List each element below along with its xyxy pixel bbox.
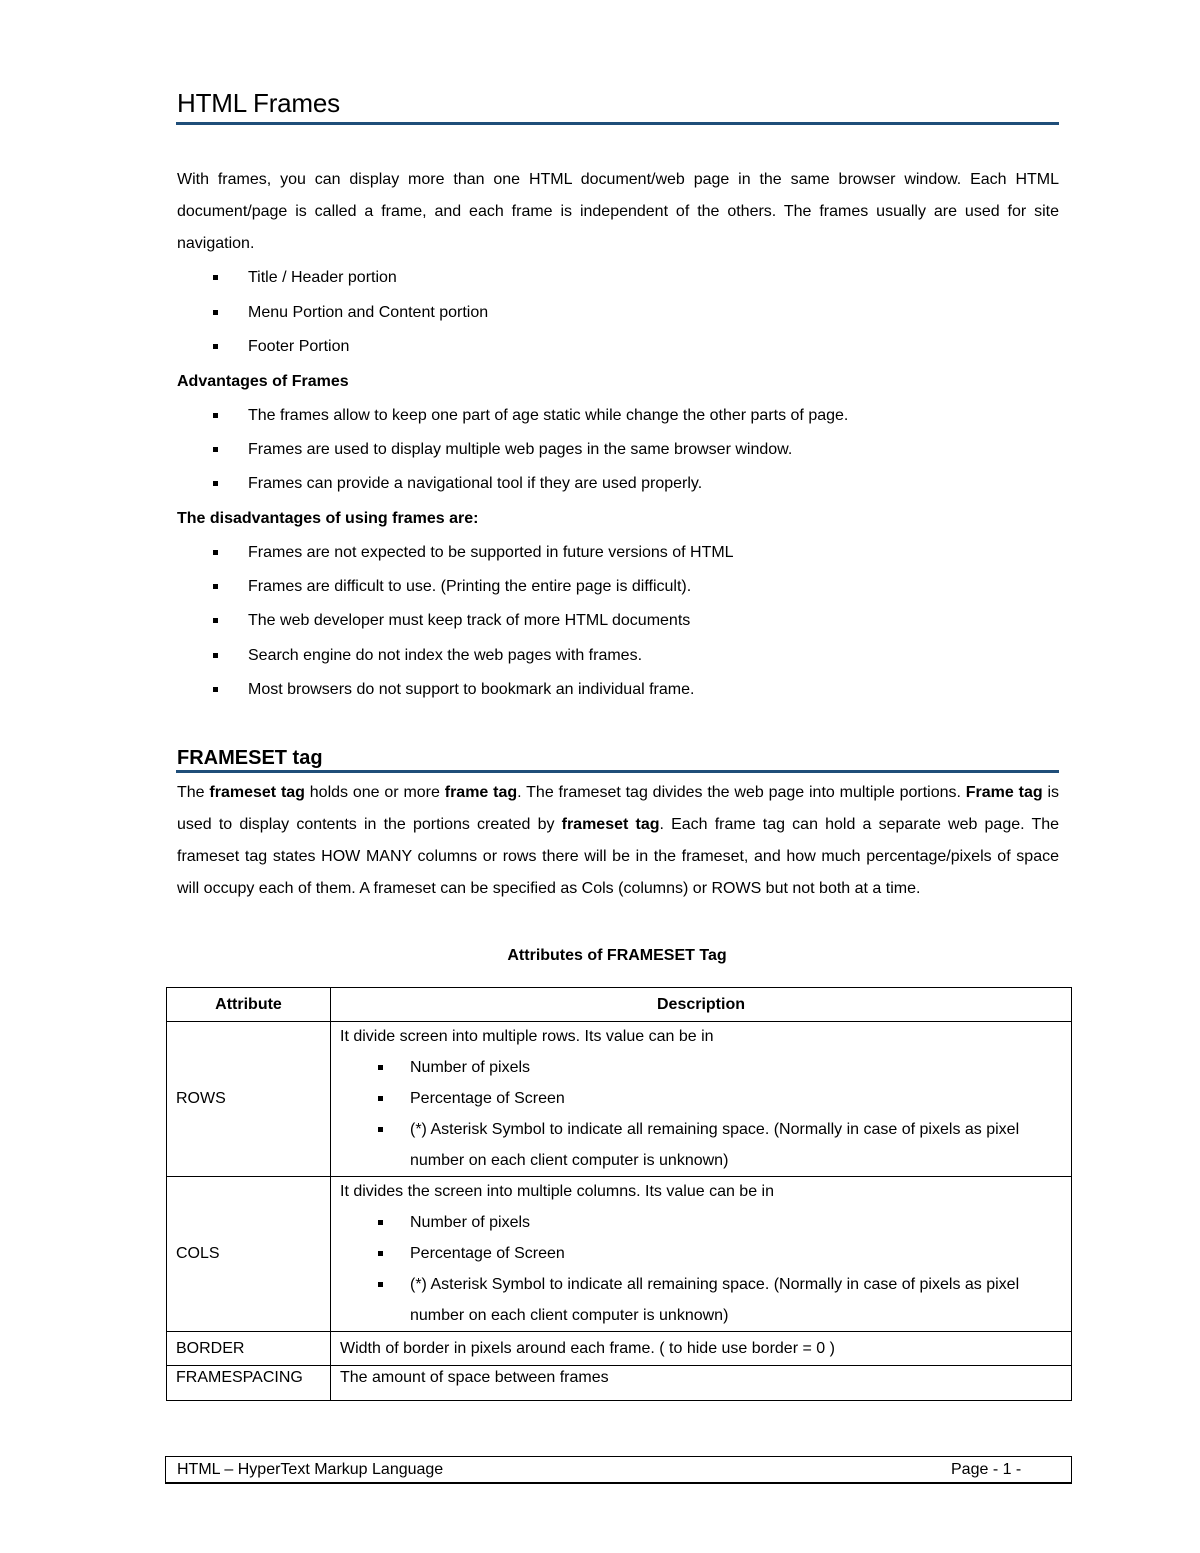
table-row [167, 1366, 1072, 1401]
page-footer [165, 1456, 1072, 1484]
list-item: Most browsers do not support to bookmark an individual frame. [0, 678, 1200, 702]
bullet-square-icon [213, 618, 218, 623]
bullet-square-icon [213, 550, 218, 555]
column-header: Attribute [167, 988, 331, 1022]
bullet-square-icon [213, 687, 218, 692]
description-cell: It divides the screen into multiple columns. Its value can be in Number of pixels Percentage of Screen (*) Asterisk Symbol to indicate all remaining space. (Normally in case of pixels as pixel number on each client computer is unknown) [331, 1177, 1072, 1332]
table-row [167, 1022, 1072, 1177]
title-underline [176, 122, 1059, 125]
attributes-table [166, 987, 1072, 1401]
list-item: Footer Portion [0, 335, 1200, 359]
bullet-square-icon [378, 1251, 383, 1256]
bullet-square-icon [213, 584, 218, 589]
bullet-square-icon [378, 1220, 383, 1225]
bullet-square-icon [213, 310, 218, 315]
frameset-paragraph: The frameset tag holds one or more frame tag. The frameset tag divides the web page into multiple portions. Frame tag is used to display contents in the portions created by frameset tag. Each frame tag can hold a separate web page. The frameset tag states HOW MANY columns or rows there will be in the frameset, and how much percentage/pixels of space will occupy each of them. A frameset can be specified as Cols (columns) or ROWS but not both at a time. [177, 784, 1060, 897]
list-item: (*) Asterisk Symbol to indicate all remaining space. (Normally in case of pixels as pixel number on each client computer is unknown) [340, 1269, 1062, 1331]
column-header: Description [331, 988, 1072, 1022]
attribute-cell: BORDER [167, 1332, 331, 1366]
table-header-row [167, 988, 1072, 1022]
list-item: Frames can provide a navigational tool if they are used properly. [0, 472, 1200, 496]
list-item: (*) Asterisk Symbol to indicate all remaining space. (Normally in case of pixels as pixel number on each client computer is unknown) [340, 1114, 1062, 1176]
list-item: Percentage of Screen [340, 1083, 1062, 1114]
list-item: Frames are used to display multiple web pages in the same browser window. [0, 438, 1200, 462]
description-cell: It divide screen into multiple rows. Its value can be in Number of pixels Percentage of Screen (*) Asterisk Symbol to indicate all remaining space. (Normally in case of pixels as pixel number on each client computer is unknown) [331, 1022, 1072, 1177]
page-title: HTML Frames [177, 88, 340, 118]
disadvantages-heading: The disadvantages of using frames are: [177, 510, 479, 527]
list-item: Percentage of Screen [340, 1238, 1062, 1269]
table-row [167, 1177, 1072, 1332]
intro-paragraph: With frames, you can display more than one HTML document/web page in the same browser window. Each HTML document/page is called a frame, and each frame is independent of the others. The frames usually are used for site navigation. [177, 171, 1059, 252]
bullet-square-icon [213, 653, 218, 658]
bullet-square-icon [213, 481, 218, 486]
list-item: Number of pixels [340, 1207, 1062, 1238]
description-cell: The amount of space between frames [331, 1366, 1072, 1401]
list-item: The web developer must keep track of more HTML documents [0, 609, 1200, 633]
list-item: Search engine do not index the web pages with frames. [0, 644, 1200, 668]
description-cell: Width of border in pixels around each frame. ( to hide use border = 0 ) [331, 1332, 1072, 1366]
frameset-heading: FRAMESET tag [177, 747, 323, 769]
table-caption: Attributes of FRAMESET Tag [507, 947, 727, 964]
list-item: Number of pixels [340, 1052, 1062, 1083]
list-item: Frames are not expected to be supported in future versions of HTML [0, 541, 1200, 565]
frameset-heading-underline [176, 770, 1059, 773]
bullet-square-icon [213, 447, 218, 452]
bullet-square-icon [378, 1096, 383, 1101]
page-number: Page - 1 - [951, 1461, 1022, 1478]
bullet-square-icon [378, 1282, 383, 1287]
table-row [167, 1332, 1072, 1366]
attribute-cell: ROWS [167, 1022, 331, 1177]
attribute-cell: COLS [167, 1177, 331, 1332]
bullet-square-icon [213, 344, 218, 349]
advantages-heading: Advantages of Frames [177, 373, 349, 390]
bullet-square-icon [213, 413, 218, 418]
attribute-cell: FRAMESPACING [167, 1366, 331, 1401]
bullet-square-icon [378, 1127, 383, 1132]
footer-title: HTML – HyperText Markup Language [177, 1461, 444, 1478]
list-item: The frames allow to keep one part of age static while change the other parts of page. [0, 404, 1200, 428]
list-item: Menu Portion and Content portion [0, 301, 1200, 325]
list-item: Frames are difficult to use. (Printing the entire page is difficult). [0, 575, 1200, 599]
list-item: Title / Header portion [0, 266, 1200, 290]
bullet-square-icon [213, 275, 218, 280]
bullet-square-icon [378, 1065, 383, 1070]
